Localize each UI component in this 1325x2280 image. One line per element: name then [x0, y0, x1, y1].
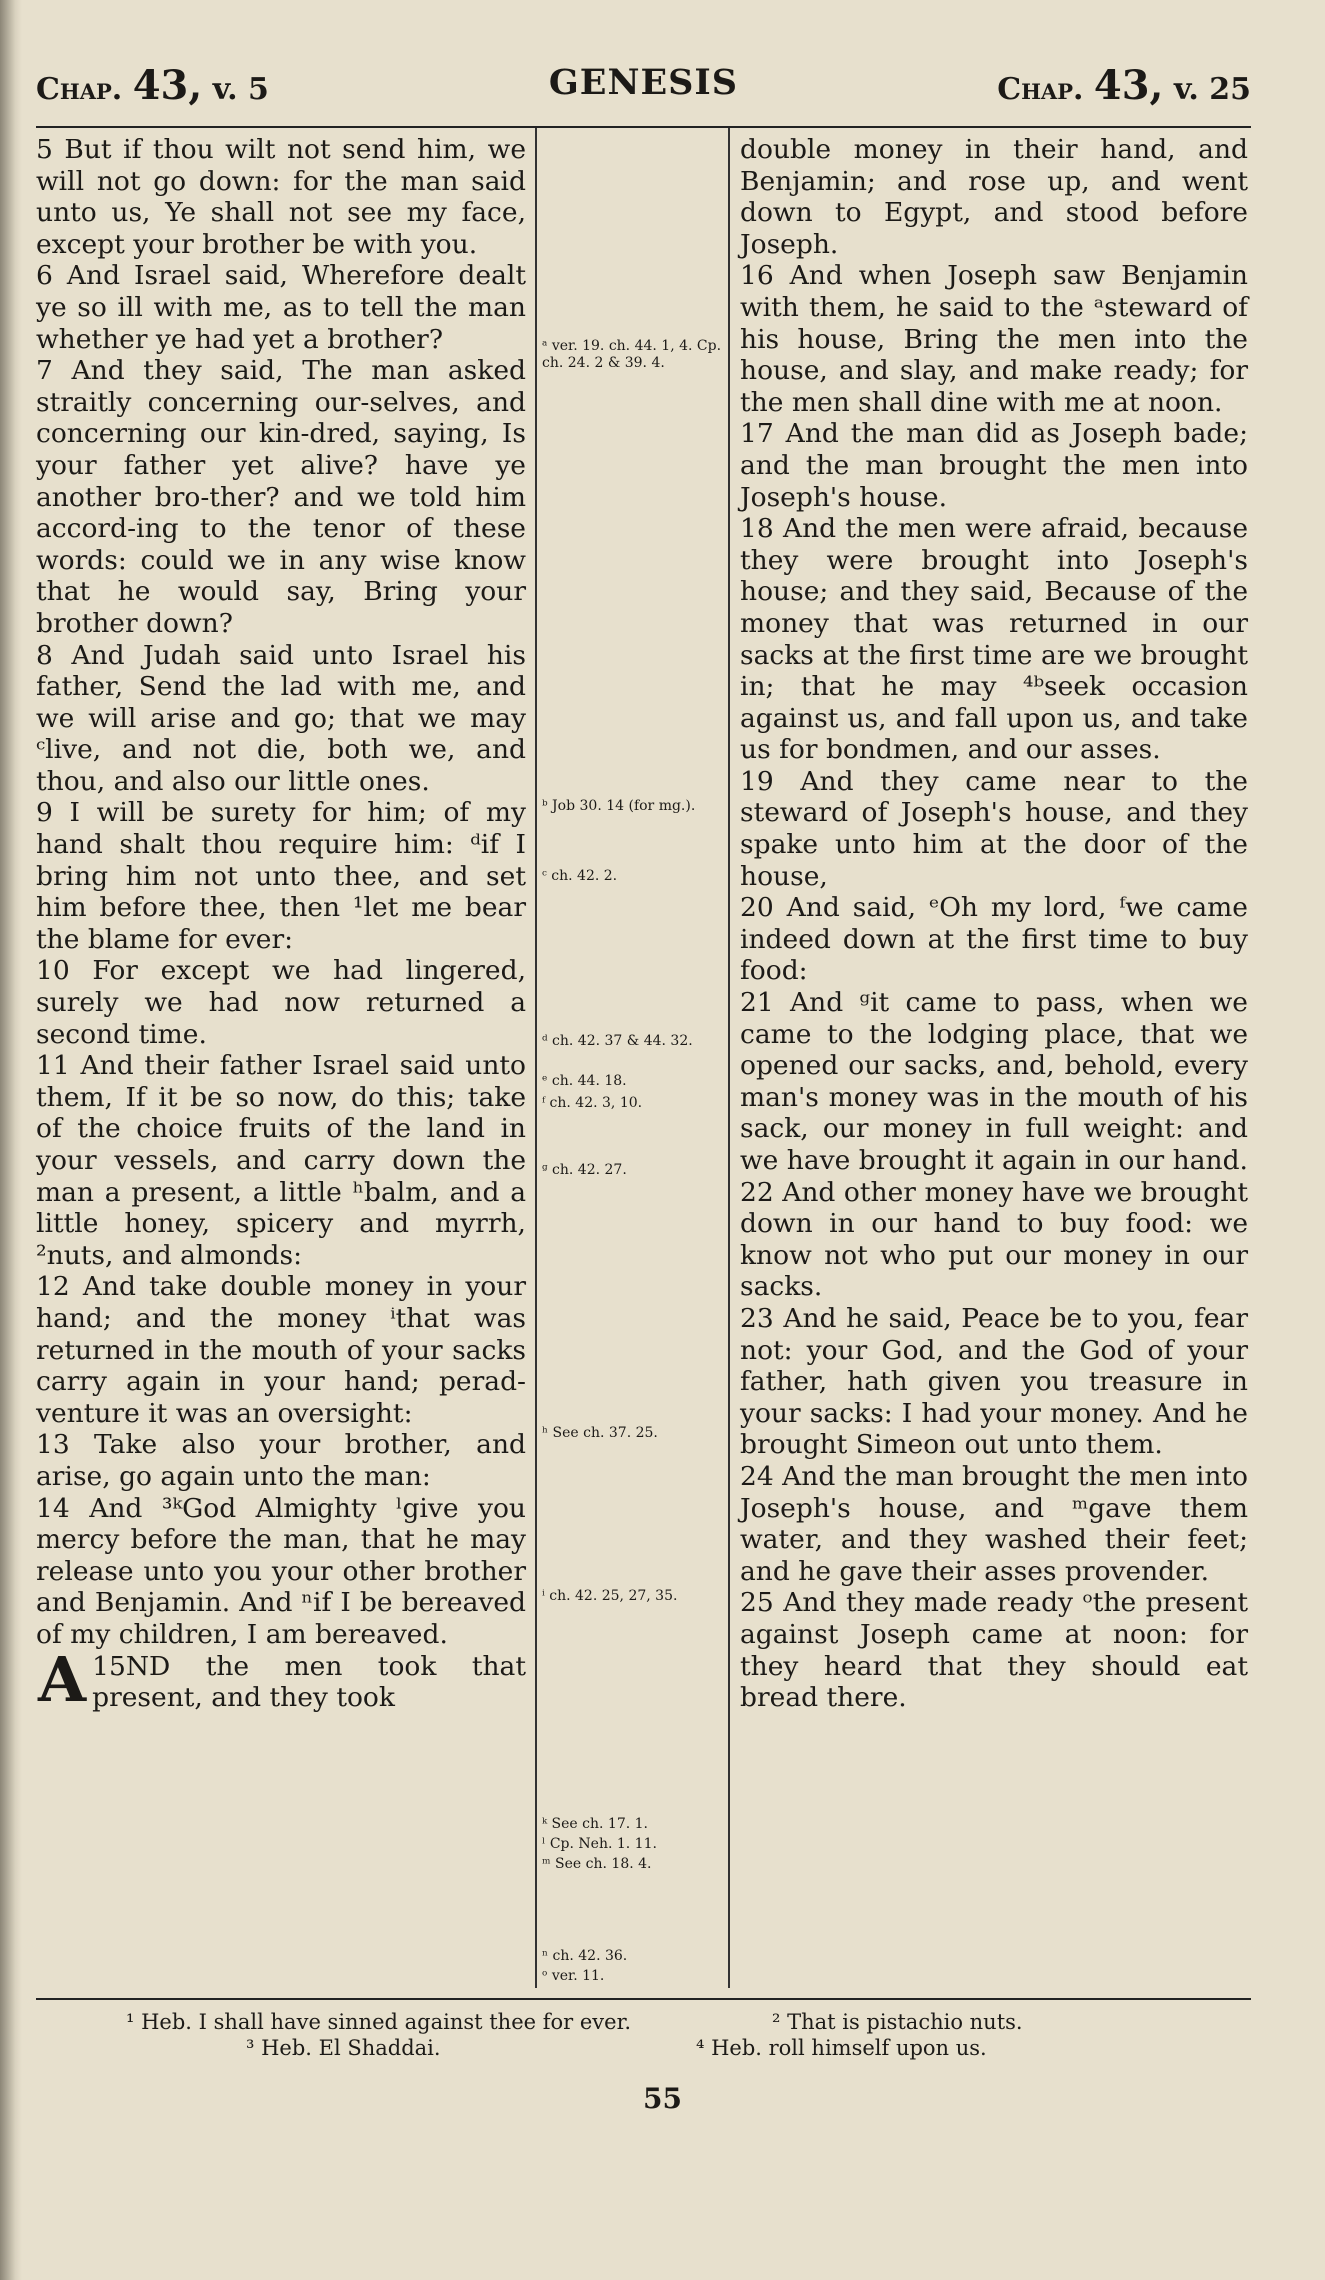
verse-11: 11 And their father Israel said unto them, If it be so now, do this; take of the choice fruits of the land in your vessels, and carry down the man a present, a little ʰbalm, and a little honey, spicery and myrrh, ²nuts, and almonds: [36, 1050, 526, 1271]
book-title: GENESIS [548, 62, 739, 103]
footnote-row-1 [36, 2010, 1251, 2036]
verse-16: 16 And when Joseph saw Benjamin with them, he said to the ᵃsteward of his house, Bring the men into the house, and slay, and make ready; for the men shall dine with me at noon. [740, 260, 1248, 418]
margin-note-n: ⁿ ch. 42. 36. [542, 1948, 628, 1964]
header-right-chapter-number: 43, [1093, 62, 1164, 109]
verse-19: 19 And they came near to the steward of Joseph's house, and they spake unto him at the door of the house, [740, 765, 1248, 892]
footnote-row-2 [36, 2036, 1251, 2062]
footnote-4: ⁴ Heb. roll himself upon us. [696, 2036, 987, 2060]
margin-note-h: ʰ See ch. 37. 25. [542, 1425, 658, 1441]
margin-note-d: ᵈ ch. 42. 37 & 44. 32. [542, 1033, 693, 1049]
column-divider-right [728, 128, 730, 1988]
drop-cap-letter: A [38, 1642, 87, 1716]
verse-22: 22 And other money have we brought down in our hand to buy food: we know not who put our money in our sacks. [740, 1176, 1248, 1303]
footnote-2: ² That is pistachio nuts. [772, 2010, 1023, 2034]
margin-note-m: ᵐ See ch. 18. 4. [542, 1856, 652, 1872]
verse-15 [36, 1642, 526, 1716]
running-header [36, 62, 1251, 122]
page-number: 55 [643, 2082, 682, 2115]
margin-note-b: ᵇ Job 30. 14 (for mg.). [542, 798, 696, 814]
book-gutter-shadow [0, 0, 22, 2280]
footnote-3: ³ Heb. El Shaddai. [246, 2036, 441, 2060]
verse-23: 23 And he said, Peace be to you, fear not: your God, and the God of your father, hath given you treasure in your sacks: I had your money. And he brought Simeon out unto them. [740, 1302, 1248, 1461]
header-right-reference [997, 62, 1251, 109]
verse-18: 18 And the men were afraid, because they were brought into Joseph's house; and they said, Because of the money that was returned in our sacks at the first time are we brought in; that he may ⁴ᵇseek occasion against us, and fall upon us, and take us for bondmen, and our asses. [740, 513, 1248, 766]
header-right-verse: v. 25 [1173, 72, 1251, 107]
footnotes [36, 2010, 1251, 2062]
header-right-chap: Chap. [997, 72, 1084, 107]
margin-note-o: ᵒ ver. 11. [542, 1968, 605, 1984]
verse-15-number: 15 [92, 1650, 126, 1682]
right-text-column [740, 134, 1248, 1714]
header-left-chap: Chap. [36, 72, 123, 107]
verse-8: 8 And Judah said unto Israel his father, Send the lad with me, and we will arise and go; that we may ᶜlive, and not die, both we, and thou, and also our little ones. [36, 639, 526, 797]
margin-note-l: ˡ Cp. Neh. 1. 11. [542, 1836, 657, 1852]
verse-24: 24 And the man brought the men into Joseph's house, and ᵐgave them water, and they washed their feet; and he gave their asses provender. [740, 1460, 1249, 1587]
verse-15-text: ND the men took that present, and they took [92, 1650, 526, 1714]
margin-note-f: ᶠ ch. 42. 3, 10. [542, 1095, 643, 1111]
verse-15-continued: double money in their hand, and Benjamin; and rose up, and went down to Egypt, and stood before Joseph. [740, 134, 1248, 260]
column-divider-left [535, 128, 537, 1988]
verse-7: 7 And they said, The man asked straitly concerning our-selves, and concerning our kin-dred, saying, Is your father yet alive? have ye another bro-ther? and we told him accord-ing to the tenor of these words: could we in any wise know that he would say, Bring your brother down? [36, 355, 526, 639]
header-left-chapter-number: 43, [132, 62, 203, 109]
verse-9: 9 I will be surety for him; of my hand shalt thou require him: ᵈif I bring him not unto thee, and set him before thee, then ¹let me bear the blame for ever: [36, 797, 526, 955]
left-text-column [36, 134, 526, 1714]
verse-21: 21 And ᵍit came to pass, when we came to the lodging place, that we opened our sacks, and, behold, every man's money was in the mouth of his sack, our money in full weight: and we have brought it again in our hand. [740, 987, 1248, 1176]
margin-note-g: ᵍ ch. 42. 27. [542, 1162, 627, 1178]
verse-20: 20 And said, ᵉOh my lord, ᶠwe came indeed down at the first time to buy food: [740, 892, 1248, 987]
verse-17: 17 And the man did as Joseph bade; and the man brought the men into Joseph's house. [740, 418, 1248, 513]
verse-13: 13 Take also your brother, and arise, go again unto the man: [36, 1429, 526, 1492]
margin-note-c: ᶜ ch. 42. 2. [542, 868, 618, 884]
footnote-rule [36, 1998, 1251, 2000]
verse-12: 12 And take double money in your hand; and the money ⁱthat was returned in the mouth of your sacks carry again in your hand; perad-venture it was an oversight: [36, 1271, 526, 1429]
verse-10: 10 For except we had lingered, surely we had now returned a second time. [36, 955, 526, 1050]
margin-note-e: ᵉ ch. 44. 18. [542, 1073, 627, 1089]
verse-14: 14 And ³ᵏGod Almighty ˡgive you mercy before the man, that he may release unto you your other brother and Benjamin. And ⁿif I be bereaved of my children, I am bereaved. [36, 1492, 526, 1650]
margin-note-k: ᵏ See ch. 17. 1. [542, 1816, 648, 1832]
verse-6: 6 And Israel said, Wherefore dealt ye so ill with me, as to tell the man whether ye had yet a brother? [36, 260, 526, 355]
verse-5: 5 But if thou wilt not send him, we will not go down: for the man said unto us, Ye shall not see my face, except your brother be with you. [36, 134, 526, 260]
header-rule [36, 126, 1251, 128]
header-left-verse: v. 5 [212, 72, 269, 107]
footnote-1: ¹ Heb. I shall have sinned against thee for ever. [126, 2010, 631, 2034]
margin-note-i: ⁱ ch. 42. 25, 27, 35. [542, 1588, 678, 1604]
verse-25: 25 And they made ready ᵒthe present against Joseph came at noon: for they heard that they should eat bread there. [740, 1587, 1248, 1714]
margin-note-a: ᵃ ver. 19. ch. 44. 1, 4. Cp. ch. 24. 2 & 39. 4. [542, 338, 722, 371]
